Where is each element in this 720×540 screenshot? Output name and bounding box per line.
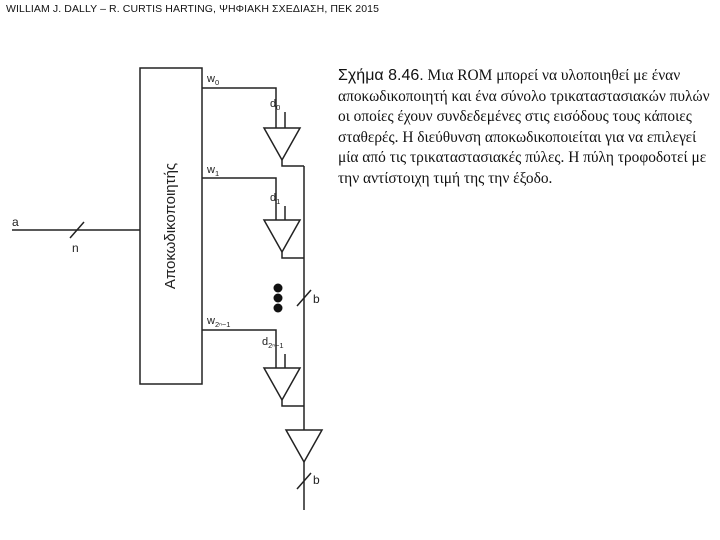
ellipsis-dot: [274, 304, 283, 313]
ellipsis-dot: [274, 294, 283, 303]
word-line-label-0: $w_0$: [207, 73, 220, 87]
word-line-label-1: $w_1$: [207, 164, 220, 178]
output-buffer: [286, 430, 322, 462]
figure-caption: [338, 66, 710, 190]
output-width-label: b: [313, 473, 320, 487]
buffer-last-output: [282, 400, 304, 406]
decoder-label: Αποκωδικοποιητής: [161, 162, 179, 290]
word-line-1: [202, 178, 276, 220]
address-width-label: n: [72, 241, 79, 255]
data-input-label-last: $d_{2^n-1}$: [262, 336, 284, 350]
tristate-buffer-0: [264, 128, 300, 160]
buffer-0-output: [282, 160, 304, 166]
tristate-buffer-last: [264, 368, 300, 400]
tristate-buffer-1: [264, 220, 300, 252]
address-input-label: a: [12, 215, 19, 229]
data-input-label-0: $d_0$: [270, 98, 281, 112]
page-header: WILLIAM J. DALLY – R. CURTIS HARTING, ΨΗΦΙΑΚΗ ΣΧΕΔΙΑΣΗ, ΠΕΚ 2015: [6, 3, 380, 15]
ellipsis-dot: [274, 284, 283, 293]
word-line-0: [202, 88, 276, 128]
caption-text: Μια ROM μπορεί να υλοποιηθεί με έναν αποκωδικοποιητή και ένα σύνολο τρικαταστασιακών πυλών οι οποίες έχουν συνδεδεμένες στις εισόδους τους κάποιες σταθερές. Η διεύθυνση αποκωδικοποιείται για να επιλεγεί μία από τις τρικαταστασιακές πύλες. Η πύλη τροφοδοτεί με την αντίστοιχη τιμή της την έξοδο.: [338, 67, 710, 187]
data-input-label-1: $d_1$: [270, 192, 281, 206]
word-line-label-last: $w_{2^n-1}$: [207, 315, 231, 329]
bus-width-label: b: [313, 292, 320, 306]
caption-label: Σχήμα 8.46.: [338, 67, 424, 84]
buffer-1-output: [282, 252, 304, 258]
